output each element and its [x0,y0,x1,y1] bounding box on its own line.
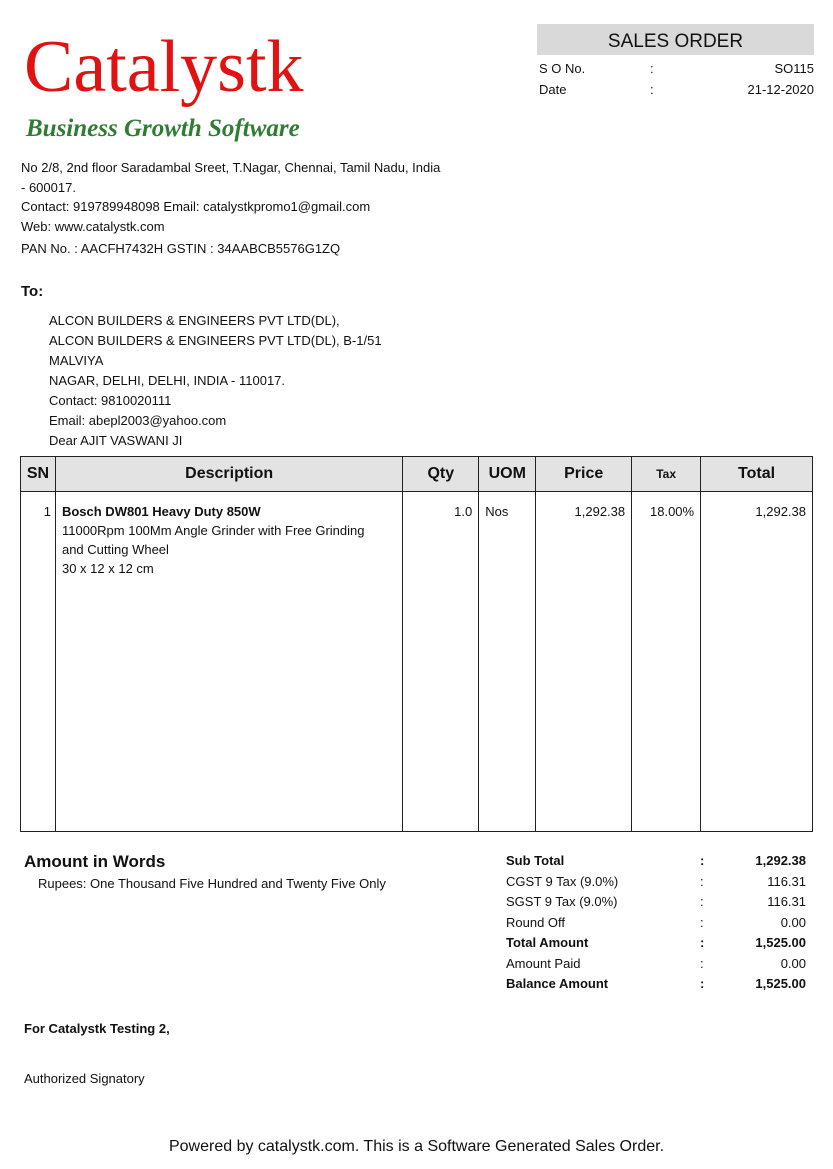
so-number-value: SO115 [774,61,814,76]
cgst-row [506,872,806,893]
amount-paid-label: Amount Paid [506,956,581,971]
so-date-sep: : [650,82,654,97]
company-contact: Contact: 919789948098 Email: catalystkpromo1@gmail.com [21,199,371,214]
customer-salutation: Dear AJIT VASWANI JI [49,433,183,448]
sgst-value: 116.31 [767,894,806,909]
items-table [20,456,813,832]
authorized-signatory: Authorized Signatory [24,1071,145,1086]
item-desc-line: 11000Rpm 100Mm Angle Grinder with Free Grinding [61,523,365,538]
sgst-label: SGST 9 Tax (9.0%) [506,894,618,909]
round-off-value: 0.00 [780,915,806,930]
round-off-row [506,913,806,934]
col-header-sn: SN [21,457,56,492]
balance-amount-label: Balance Amount [506,976,609,991]
company-pan-gstin: PAN No. : AACFH7432H GSTIN : 34AABCB5576G1ZQ [21,241,341,256]
subtotal-sep: : [700,853,705,868]
col-header-qty: Qty [403,457,479,492]
item-tax: 18.00% [632,492,701,832]
round-off-label: Round Off [506,915,566,930]
balance-amount-sep: : [700,976,705,991]
sgst-row [506,892,806,913]
item-qty: 1.0 [403,492,479,832]
customer-email: Email: abepl2003@yahoo.com [49,413,227,428]
item-dimensions: 30 x 12 x 12 cm [61,561,154,576]
item-uom: Nos [479,492,536,832]
round-off-sep: : [700,915,704,930]
item-total: 1,292.38 [701,492,813,832]
customer-line: NAGAR, DELHI, DELHI, INDIA - 110017. [49,373,286,388]
item-name: Bosch DW801 Heavy Duty 850W [61,504,261,519]
company-logo-tagline: Business Growth Software [26,115,300,142]
customer-contact: Contact: 9810020111 [49,393,172,408]
company-info [21,158,461,259]
so-number-label: S O No. [539,61,586,76]
cgst-value: 116.31 [767,874,806,889]
total-amount-value: 1,525.00 [755,935,806,950]
customer-block [49,311,439,451]
amount-paid-sep: : [700,956,704,971]
company-address-line2: - 600017. [21,179,76,195]
item-price: 1,292.38 [536,492,632,832]
so-date-row [539,81,814,99]
company-logo-name: Catalystk [24,26,304,108]
subtotal-row [506,851,806,872]
amount-in-words-text: Rupees: One Thousand Five Hundred and Twenty Five Only [38,876,386,891]
total-amount-row [506,933,806,954]
subtotal-value: 1,292.38 [755,853,806,868]
col-header-total: Total [701,457,813,492]
customer-line: ALCON BUILDERS & ENGINEERS PVT LTD(DL), B-1/51 MALVIYA [49,333,382,368]
document-title: SALES ORDER [537,24,814,55]
sgst-sep: : [700,894,704,909]
so-number-sep: : [650,61,654,76]
cgst-sep: : [700,874,704,889]
item-description [55,492,402,832]
so-date-value: 21-12-2020 [747,82,814,97]
to-label: To: [21,283,44,300]
item-sn: 1 [21,492,56,832]
items-header-row [21,457,813,492]
col-header-price: Price [536,457,632,492]
footer-note: Powered by catalystk.com. This is a Software Generated Sales Order. [168,1138,665,1155]
table-row [21,492,813,832]
company-address-line1: No 2/8, 2nd floor Saradambal Sreet, T.Nagar, Chennai, Tamil Nadu, India [21,160,441,175]
customer-line: ALCON BUILDERS & ENGINEERS PVT LTD(DL), [49,313,340,328]
so-date-label: Date [539,82,567,97]
total-amount-sep: : [700,935,705,950]
for-company: For Catalystk Testing 2, [24,1021,170,1036]
item-desc-line: and Cutting Wheel [61,542,169,557]
col-header-description: Description [55,457,402,492]
subtotal-label: Sub Total [506,853,565,868]
col-header-uom: UOM [479,457,536,492]
amount-paid-row [506,954,806,975]
balance-amount-row [506,974,806,995]
amount-paid-value: 0.00 [780,956,806,971]
amount-in-words-title: Amount in Words [24,852,166,871]
cgst-label: CGST 9 Tax (9.0%) [506,874,619,889]
balance-amount-value: 1,525.00 [755,976,806,991]
company-web: Web: www.catalystk.com [21,218,165,234]
so-number-row [539,60,814,78]
col-header-tax: Tax [632,457,701,492]
total-amount-label: Total Amount [506,935,589,950]
